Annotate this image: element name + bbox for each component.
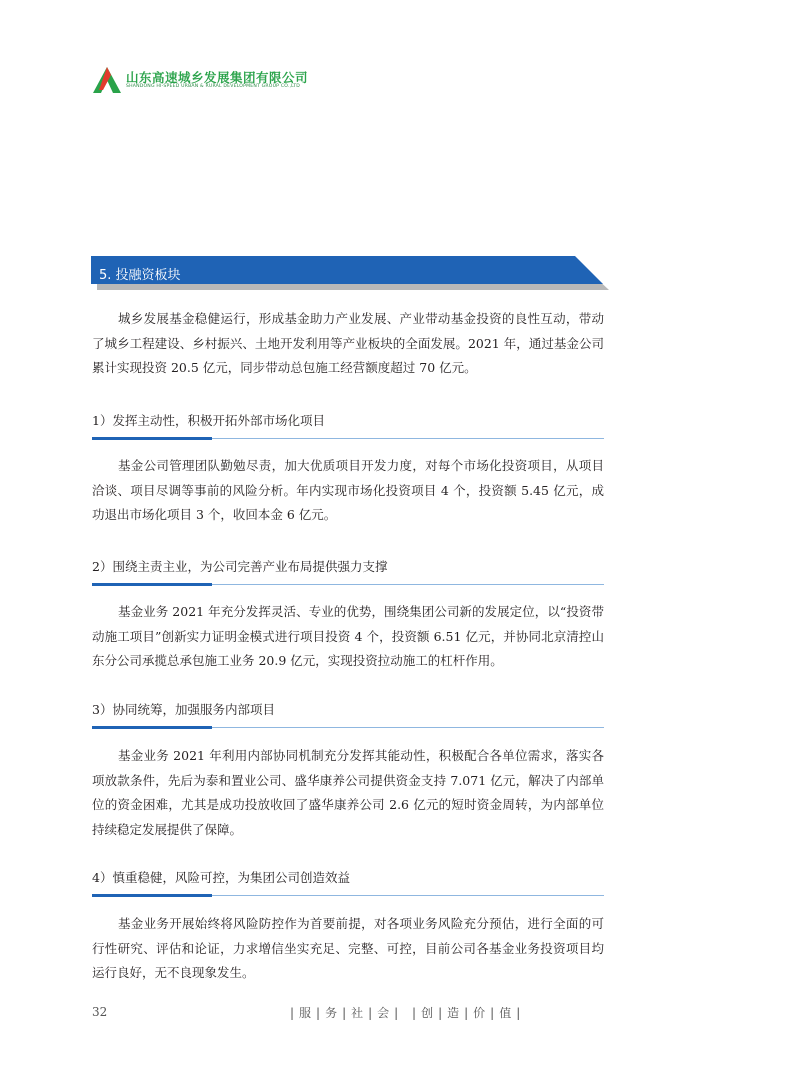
subsection-body-4: 基金业务开展始终将风险防控作为首要前提，对各项业务风险充分预估，进行全面的可行性研究、评估和论证，力求增信坐实充足、完整、可控，目前公司各基金业务投资项目均运行良好，无不良现象发生。 bbox=[92, 916, 604, 980]
company-name-cn: 山东高速城乡发展集团有限公司 bbox=[126, 70, 309, 85]
subsection-heading-1 bbox=[92, 411, 604, 441]
subsection-body-2: 基金业务 2021 年充分发挥灵活、专业的优势，围绕集团公司新的发展定位，以“投资带动施工项目”创新实力证明金模式进行项目投资 4 个，投资额 6.51 亿元，并协同北京清控山东分公司承揽总承包施工业务 20.9 亿元，实现投资拉动施工的杠杆作用。 bbox=[92, 604, 604, 668]
footer-motto: |服|务|社|会| |创|造|价|值| bbox=[290, 1006, 526, 1020]
triangle-logo-icon bbox=[92, 66, 122, 94]
subsection-body-3: 基金业务 2021 年利用内部协同机制充分发挥其能动性，积极配合各单位需求，落实各项放款条件，先后为泰和置业公司、盛华康养公司提供资金支持 7.071 亿元，解决了内部单位的资金困难，尤其是成功投放收回了盛华康养公司 2.6 亿元的短时资金周转，为内部单位持续稳定发展提供了保障。 bbox=[92, 748, 604, 837]
company-name-en: SHANDONG HI-SPEED URBAN & RURAL DEVELOPMENT GROUP CO.,LTD bbox=[126, 84, 301, 89]
subsection-heading-3 bbox=[92, 700, 604, 730]
intro-paragraph: 城乡发展基金稳健运行，形成基金助力产业发展、产业带动基金投资的良性互动，带动了城乡工程建设、乡村振兴、土地开发利用等产业板块的全面发展。2021 年，通过基金公司累计实现投资 20.5 亿元，同步带动总包施工经营额度超过 70 亿元。 bbox=[92, 311, 604, 375]
page-number: 32 bbox=[92, 1005, 108, 1019]
heading-accent-bar bbox=[92, 437, 212, 440]
section-title: 5. 投融资板块 bbox=[99, 268, 181, 283]
subsection-body-1: 基金公司管理团队勤勉尽责，加大优质项目开发力度，对每个市场化投资项目，从项目洽谈、项目尽调等事前的风险分析。年内实现市场化投资项目 4 个，投资额 5.45 亿元，成功退出市场化项目 3 个，收回本金 6 亿元。 bbox=[92, 458, 604, 522]
subsection-heading-text: 1）发挥主动性，积极开拓外部市场化项目 bbox=[92, 413, 325, 428]
subsection-heading-2 bbox=[92, 557, 604, 587]
company-header bbox=[92, 64, 352, 98]
subsection-heading-text: 4）慎重稳健，风险可控，为集团公司创造效益 bbox=[92, 870, 350, 885]
section-banner bbox=[91, 256, 613, 296]
heading-accent-bar bbox=[92, 726, 212, 729]
subsection-heading-text: 3）协同统筹，加强服务内部项目 bbox=[92, 702, 275, 717]
subsection-heading-4 bbox=[92, 868, 604, 898]
heading-accent-bar bbox=[92, 583, 212, 586]
heading-accent-bar bbox=[92, 894, 212, 897]
subsection-heading-text: 2）围绕主责主业，为公司完善产业布局提供强力支撑 bbox=[92, 559, 388, 574]
